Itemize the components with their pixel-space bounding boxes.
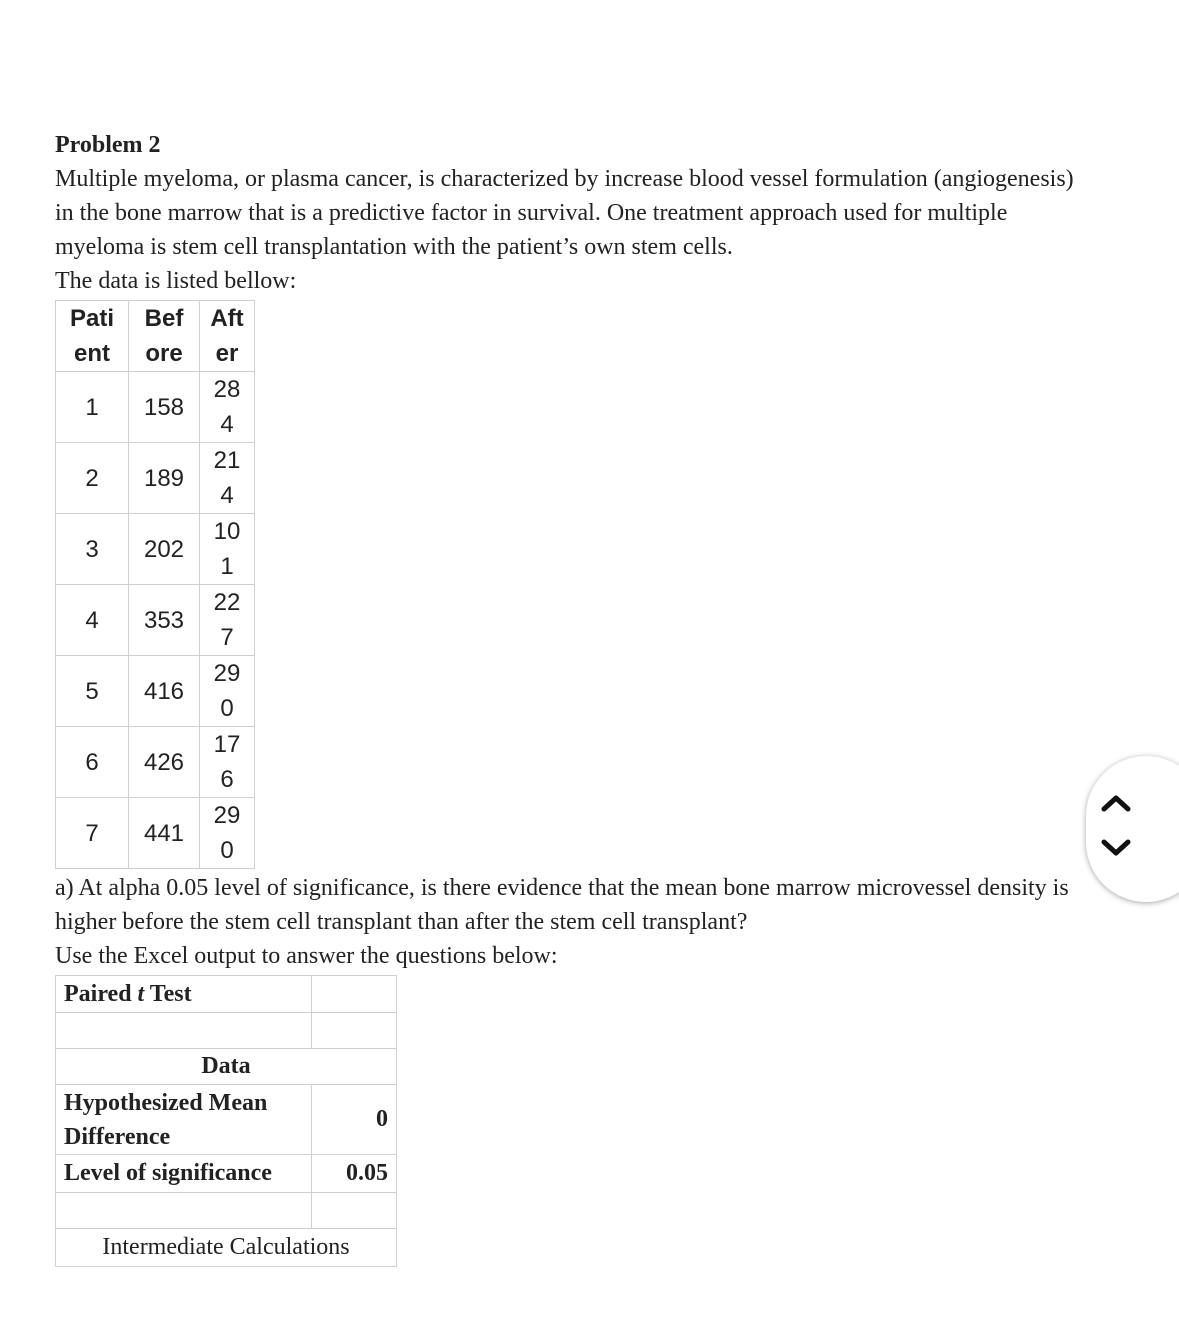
data-table — [55, 300, 255, 869]
cell-patient: 3 — [56, 514, 129, 585]
intermediate-calculations: Intermediate Calculations — [56, 1229, 397, 1267]
cell-before: 189 — [129, 443, 200, 514]
cell-patient: 2 — [56, 443, 129, 514]
cell-after: 284 — [200, 372, 255, 443]
table-row — [56, 443, 255, 514]
col-header-before: Before — [129, 301, 200, 372]
cell-before: 416 — [129, 656, 200, 727]
empty-cell — [312, 1193, 397, 1229]
document — [55, 128, 1095, 1267]
cell-after: 290 — [200, 656, 255, 727]
cell-before: 353 — [129, 585, 200, 656]
cell-after: 290 — [200, 798, 255, 869]
sig-label: Level of significance — [56, 1155, 312, 1193]
cell-patient: 6 — [56, 727, 129, 798]
table-row — [56, 976, 397, 1013]
table-row — [56, 585, 255, 656]
table-row — [56, 1155, 397, 1193]
hyp-mean-value: 0 — [312, 1085, 397, 1155]
col-header-patient: Patient — [56, 301, 129, 372]
data-table-header — [56, 301, 255, 372]
cell-patient: 1 — [56, 372, 129, 443]
cell-before: 158 — [129, 372, 200, 443]
data-intro: The data is listed bellow: — [55, 268, 297, 294]
cell-before: 426 — [129, 727, 200, 798]
table-row — [56, 372, 255, 443]
empty-cell — [312, 1013, 397, 1049]
problem-intro: Multiple myeloma, or plasma cancer, is characterized by increase blood vessel formulation (angiogenesis) in the bone marrow that is a predictive factor in survival. One treatment approach used for multiple myeloma is stem cell transplantation with the patient’s own stem cells. — [55, 166, 1074, 260]
prev-page-button[interactable] — [1096, 788, 1146, 824]
table-row — [56, 727, 255, 798]
problem-title: Problem 2 — [55, 132, 161, 158]
cell-patient: 4 — [56, 585, 129, 656]
question-a: a) At alpha 0.05 level of significance, is there evidence that the mean bone marrow microvessel density is higher before the stem cell transplant than after the stem cell transplant? — [55, 875, 1069, 935]
empty-cell — [56, 1193, 312, 1229]
table-row — [56, 1229, 397, 1267]
sig-value: 0.05 — [312, 1155, 397, 1193]
paired-t-table — [55, 975, 397, 1267]
excel-intro: Use the Excel output to answer the questions below: — [55, 943, 558, 969]
table-row — [56, 1193, 397, 1229]
next-page-button[interactable] — [1096, 834, 1146, 870]
empty-cell — [312, 976, 397, 1013]
col-header-after: After — [200, 301, 255, 372]
table-row — [56, 1049, 397, 1085]
cell-before: 441 — [129, 798, 200, 869]
hyp-mean-label: Hypothesized Mean Difference — [56, 1085, 312, 1155]
table-row — [56, 1013, 397, 1049]
table-row — [56, 798, 255, 869]
empty-cell — [56, 1013, 312, 1049]
cell-after: 227 — [200, 585, 255, 656]
paired-t-title: Paired t Test — [56, 976, 312, 1013]
cell-before: 202 — [129, 514, 200, 585]
chevron-up-icon — [1096, 788, 1136, 816]
page-nav — [1086, 756, 1179, 902]
table-row — [56, 514, 255, 585]
table-row — [56, 1085, 397, 1155]
table-row — [56, 656, 255, 727]
data-header: Data — [56, 1049, 397, 1085]
cell-patient: 7 — [56, 798, 129, 869]
cell-after: 214 — [200, 443, 255, 514]
cell-patient: 5 — [56, 656, 129, 727]
cell-after: 176 — [200, 727, 255, 798]
chevron-down-icon — [1096, 834, 1136, 862]
cell-after: 101 — [200, 514, 255, 585]
